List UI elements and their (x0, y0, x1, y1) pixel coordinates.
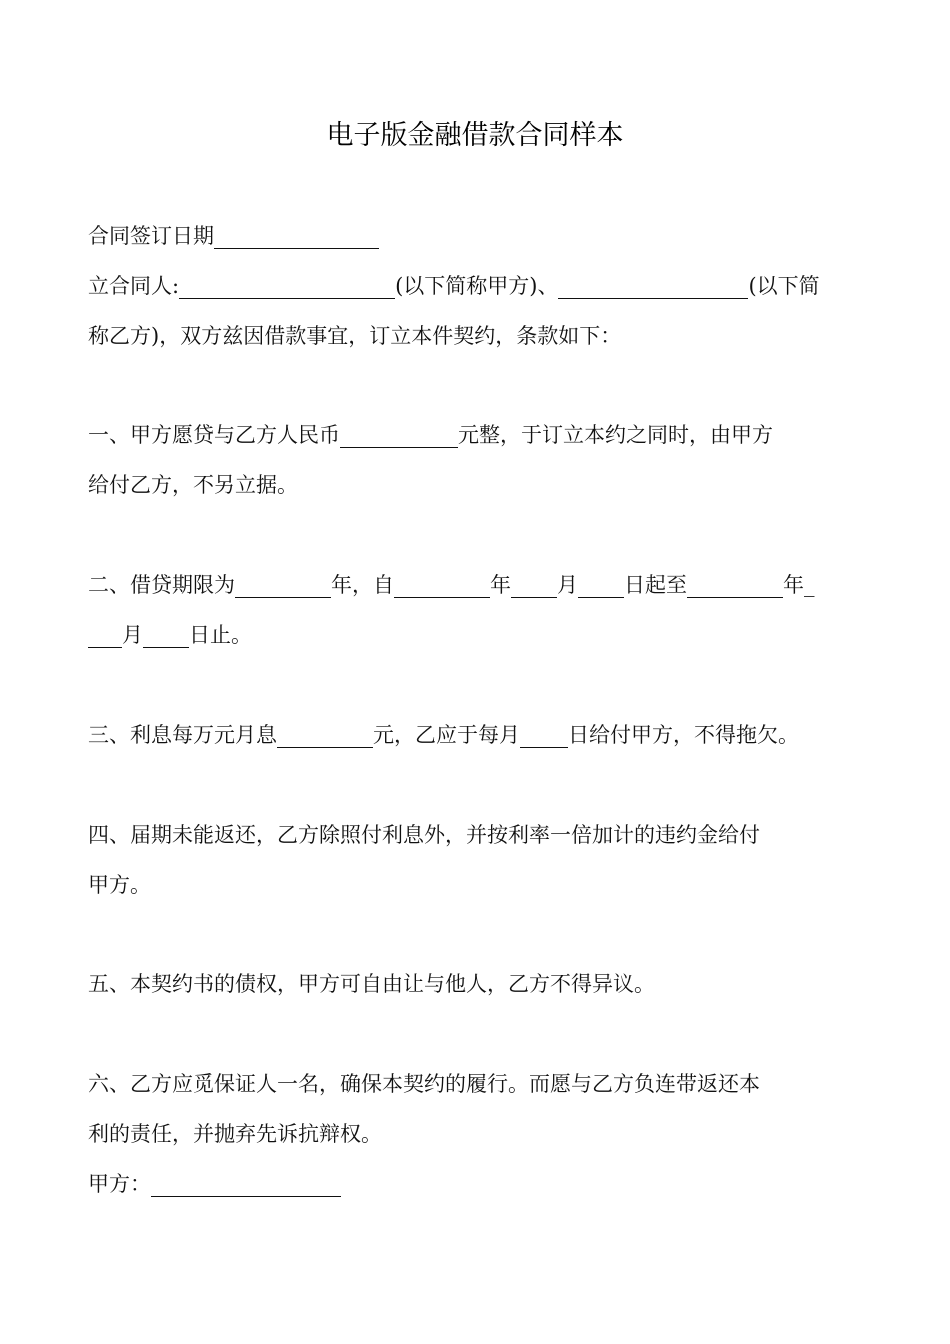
clause-4-text: 四、届期未能返还，乙方除照付利息外，并按利率一倍加计的违约金给付 (88, 823, 760, 847)
start-year-blank[interactable] (394, 563, 490, 598)
clause-2-year-label: 年，自 (331, 573, 394, 597)
clause-1-line-2 (88, 460, 864, 510)
party-a-name-blank[interactable] (179, 264, 395, 299)
clause-5-text: 五、本契约书的债权，甲方可自由让与他人，乙方不得异议。 (88, 972, 655, 996)
loan-term-years-blank[interactable] (235, 563, 331, 598)
clause-1-line-1 (88, 410, 864, 460)
clause-1-text-2: 元整，于订立本约之同时，由甲方 (458, 423, 773, 447)
party-a-sign-label: 甲方： (88, 1172, 151, 1196)
sign-date-line (88, 211, 864, 261)
clause-5-line (88, 959, 864, 1009)
clause-2-line-2 (88, 610, 864, 660)
end-month-blank[interactable] (88, 613, 122, 648)
party-a-signature-blank[interactable] (151, 1162, 341, 1197)
party-b-name-blank[interactable] (558, 264, 748, 299)
loan-amount-blank[interactable] (340, 413, 458, 448)
sign-date-label: 合同签订日期 (88, 224, 214, 248)
parties-line-2 (88, 311, 864, 361)
document-title: 电子版金融借款合同样本 (326, 120, 624, 151)
end-day-blank[interactable] (143, 613, 189, 648)
clause-2-line-1 (88, 560, 864, 610)
start-day-blank[interactable] (578, 563, 624, 598)
clause-2-year-label-2: 年 (490, 573, 511, 597)
start-month-blank[interactable] (511, 563, 557, 598)
clause-2-month-label: 月 (557, 573, 578, 597)
clause-2-text: 二、借贷期限为 (88, 573, 235, 597)
party-b-alias-end: 称乙方)，双方兹因借款事宜，订立本件契约，条款如下： (88, 324, 622, 348)
clause-6-text: 六、乙方应觅保证人一名，确保本契约的履行。而愿与乙方负连带返还本 (88, 1072, 760, 1096)
clause-4-text-2: 甲方。 (88, 873, 151, 897)
clause-3-line (88, 710, 864, 760)
sign-date-blank[interactable] (214, 214, 379, 249)
clause-4-line-2 (88, 860, 864, 910)
clause-6-line-2 (88, 1109, 864, 1159)
payment-day-blank[interactable] (520, 713, 568, 748)
clause-6-line-1 (88, 1059, 864, 1109)
clause-6-text-2: 利的责任，并抛弃先诉抗辩权。 (88, 1122, 382, 1146)
end-year-blank[interactable] (687, 563, 783, 598)
clause-2-day-label: 日起至 (624, 573, 687, 597)
clause-3-text: 三、利息每万元月息 (88, 723, 277, 747)
party-a-alias: (以下简称甲方)、 (395, 274, 559, 298)
clause-2-month-label-2: 月 (122, 623, 143, 647)
clause-3-text-2: 元，乙应于每月 (373, 723, 520, 747)
party-a-sign-line (88, 1159, 864, 1209)
clause-1-text-3: 给付乙方，不另立据。 (88, 473, 298, 497)
party-b-alias-start: (以下简 (748, 274, 820, 298)
clause-2-year-label-3: 年_ (783, 573, 815, 597)
parties-line (88, 261, 864, 311)
clause-3-text-3: 日给付甲方，不得拖欠。 (568, 723, 799, 747)
monthly-interest-blank[interactable] (277, 713, 373, 748)
parties-label: 立合同人: (88, 274, 180, 298)
clause-2-end-text: 日止。 (189, 623, 252, 647)
clause-4-line-1 (88, 810, 864, 860)
clause-1-text: 一、甲方愿贷与乙方人民币 (88, 423, 340, 447)
